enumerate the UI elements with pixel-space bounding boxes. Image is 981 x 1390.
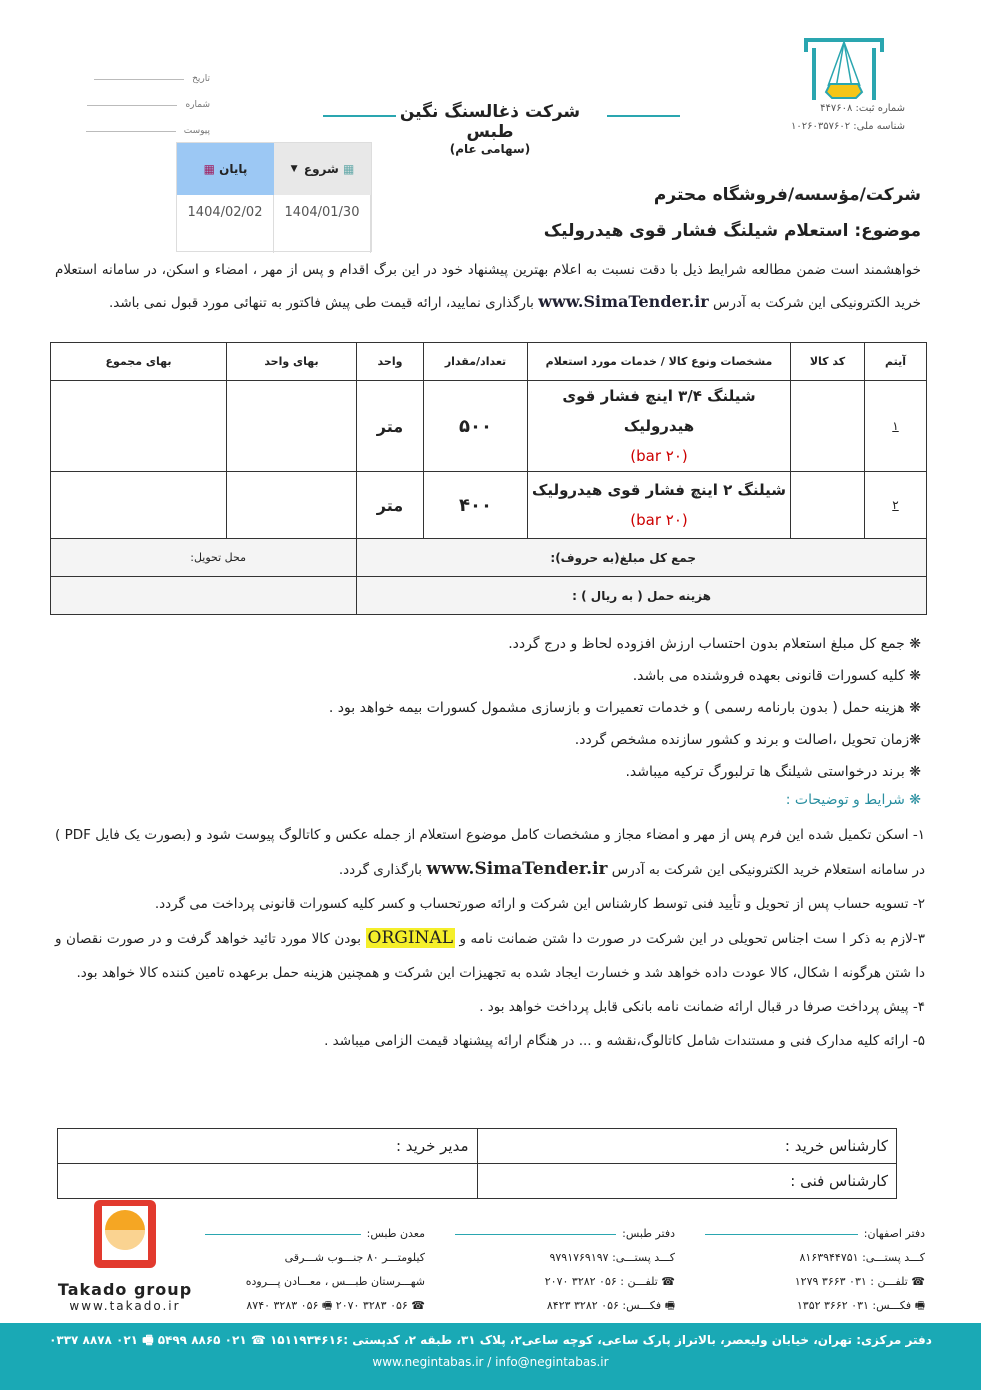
term-item: ۵- ارائه کلیه مدارک فنی و مستندات شامل کاتالوگ،نقشه و ... در هنگام ارائه پیشنهاد قیمت الزامی میباشد . — [324, 1033, 925, 1049]
sum-label: جمع کل مبلغ(به حروف): — [357, 539, 927, 577]
table-row — [51, 472, 927, 539]
signature-table — [57, 1128, 897, 1199]
unit-price[interactable] — [227, 472, 357, 539]
unit-price[interactable] — [227, 381, 357, 472]
spec-text: (bar ۲۰) — [630, 447, 688, 465]
office-line: ☎ تلفـــن : ۰۳۱ ۳۶۶۳ ۱۲۷۹ — [794, 1275, 925, 1288]
start-label: شروع — [303, 162, 339, 176]
desc-text: شیلنگ ۳/۴ اینچ فشار قوی هیدرولیک — [562, 387, 756, 435]
item-desc — [528, 472, 791, 539]
unit: متر — [357, 381, 424, 472]
col-header: بهای مجموع — [51, 343, 227, 381]
note-text: هزینه حمل ( بدون بارنامه رسمی ) و خدمات تعمیرات و بازسازی مشمول کسورات بیمه خواهد بود . — [328, 700, 905, 716]
footer-address: دفتر مرکزی: تهران، خیابان ولیعصر، بالاتراز پارک ساعی، کوچه ساعی۲، پلاک ۳۱، طبقه ۲، کدپستی :۱۵۱۱۹۳۴۶۱۶ ☎ ۰۲۱ ۸۸۶۵ ۵۴۹۹ 🖷 ۰۲۱ ۸۸۷۸ ۰۳۳۷ — [49, 1333, 932, 1347]
footer-web[interactable]: www.negintabas.ir / info@negintabas.ir — [372, 1355, 609, 1369]
end-label: پایان — [219, 162, 248, 176]
item-desc — [528, 381, 791, 472]
terms-title-text: شرایط و توضیحات : — [785, 792, 905, 808]
subject: موضوع: استعلام شیلنگ فشار قوی هیدرولیک — [543, 221, 921, 241]
end-column-header[interactable] — [177, 143, 274, 195]
term-item: ۲- تسویه حساب پس از تحویل و تأیید فنی توسط کارشناس این شرکت و ارائه صورتحساب و کسر کلیه کسورات قانونی پرداخت می گردد. — [154, 896, 925, 912]
note-item: ❋ جمع کل مبلغ استعلام بدون احتساب ارزش افزوده لحاظ و درج گردد. — [508, 636, 921, 652]
end-date: 1404/02/02 — [177, 195, 274, 253]
unit: متر — [357, 472, 424, 539]
note-item: ❋ کلیه کسورات قانونی بعهده فروشنده می باشد. — [632, 668, 921, 684]
date-range-table — [176, 142, 372, 252]
spec-text: (bar ۲۰) — [630, 511, 688, 529]
office-tabas — [455, 1222, 675, 1318]
reg-no: شماره ثبت: ۴۴۷۶۰۸ — [820, 103, 905, 114]
col-header: بهای واحد — [227, 343, 357, 381]
table-row — [51, 381, 927, 472]
calendar-icon: ▦ — [338, 162, 355, 176]
col-header: آیتم — [865, 343, 927, 381]
shipping-value[interactable] — [51, 577, 357, 615]
company-title: شرکت ذغالسنگ نگین طبس — [399, 102, 581, 142]
delivery-label: محل تحویل: — [51, 539, 357, 577]
empty-cell — [58, 1164, 478, 1199]
total-price[interactable] — [51, 381, 227, 472]
office-line: کـــد پستـــی: ۹۷۹۱۷۶۹۱۹۷ — [549, 1251, 675, 1264]
calendar-icon: ▦ — [203, 162, 220, 176]
note-item: ❋زمان تحویل ،اصالت و برند و کشور سازنده مشخص گردد. — [574, 732, 921, 748]
takado-name: Takado group — [57, 1280, 193, 1299]
terms-list — [55, 818, 925, 1058]
takado-site[interactable]: www.takado.ir — [69, 1299, 181, 1313]
note-text: کلیه کسورات قانونی بعهده فروشنده می باشد. — [632, 668, 905, 684]
office-title: دفتر اصفهان: — [863, 1227, 925, 1240]
office-line: کیلومتـــر ۸۰ جنـــوب شـــرقی — [284, 1251, 425, 1264]
col-header: تعداد/مقدار — [424, 343, 528, 381]
qty: ۵۰۰ — [424, 381, 528, 472]
shipping-label: هزینه حمل ( به ریال ) : — [357, 577, 927, 615]
intro-text: خواهشمند است ضمن مطالعه شرایط ذیل با دقت نسبت به اعلام بهترین پیشنهاد خود در این برگ اقدام و پس از مهر ، امضاء و اسکن، در سامانه استعلام خرید الکترونیکی این شرکت به آدرس — [55, 262, 921, 311]
office-title: دفتر طبس: — [622, 1227, 675, 1240]
office-line: شهـــرستان طبـــس ، معـــادن پـــروده — [245, 1275, 425, 1288]
term-text: بودن کالا مورد تائید خواهد گرفت و در صورت نقصان و دا شتن هرگونه ا شکال، کالا عودت داده خواهد شد و خسارت ایجاد شده به تجهیزات این شرکت و همچنین هزینه حمل برعهده تامین کننده کالا خواهد بود. — [55, 931, 925, 981]
number-label: شماره — [185, 100, 210, 110]
item-no: ۲ — [865, 472, 927, 539]
office-line: ☎ تلفـــن : ۰۵۶ ۳۲۸۲ ۲۰۷۰ — [544, 1275, 675, 1288]
term-text: ۳-لازم به ذکر ا ست اجناس تحویلی در این شرکت در صورت دا شتن ضمانت نامه و — [455, 931, 925, 947]
company-name — [380, 102, 600, 156]
sort-down-icon: ▼ — [290, 164, 304, 174]
date-label: تاریخ — [192, 74, 210, 84]
note-text: جمع کل مبلغ استعلام بدون احتساب ارزش افزوده لحاظ و درج گردد. — [508, 636, 905, 652]
registration-info — [770, 100, 905, 136]
term-text: ۱- اسکن تکمیل شده این فرم پس از مهر و امضاء مجاز و مشخصات کامل موضوع استعلام از جمله عکس و کاتالوگ پیوست شود و (بصورت یک فایل PDF ) در سامانه استعلام خرید الکترونیکی این شرکت به آدرس — [55, 827, 926, 878]
office-line: 🖷 فکـــس: ۰۵۶ ۳۲۸۲ ۸۴۲۳ — [546, 1299, 675, 1312]
company-sub: (سهامی عام) — [449, 142, 531, 156]
col-header: مشخصات ونوع کالا / خدمات مورد استعلام — [528, 343, 791, 381]
office-title: معدن طبس: — [366, 1227, 425, 1240]
note-text: برند درخواستی شیلنگ ها ترلبورگ ترکیه میباشد. — [625, 764, 905, 780]
col-header: واحد — [357, 343, 424, 381]
item-code — [791, 472, 865, 539]
note-text: زمان تحویل ،اصالت و برند و کشور سازنده مشخص گردد. — [574, 732, 910, 748]
site-link[interactable]: www.SimaTender.ir — [426, 859, 608, 879]
footer-band — [0, 1323, 981, 1390]
office-line: 🖷 فکـــس: ۰۳۱ ۳۶۶۲ ۱۳۵۲ — [796, 1299, 925, 1312]
mine-tabas — [205, 1222, 425, 1318]
office-line: ☎ ۰۵۶ ۳۲۸۳ ۲۰۷۰ 🖷 ۰۵۶ ۳۲۸۳ ۸۷۴۰ — [246, 1299, 425, 1312]
term-item: ۴- پیش پرداخت صرفا در قبال ارائه ضمانت نامه بانکی قابل پرداخت خواهد بود . — [479, 999, 925, 1015]
tech-expert: کارشناس فنی : — [477, 1164, 897, 1199]
note-item: ❋ برند درخواستی شیلنگ ها ترلبورگ ترکیه میباشد. — [625, 764, 921, 780]
company-logo — [800, 36, 888, 102]
term-item — [55, 818, 925, 887]
start-column-header[interactable] — [274, 143, 371, 195]
divider — [607, 115, 680, 117]
salutation: شرکت/مؤسسه/فروشگاه محترم — [653, 185, 921, 205]
items-table — [50, 342, 927, 615]
takado-logo — [55, 1198, 195, 1313]
note-item: ❋ هزینه حمل ( بدون بارنامه رسمی ) و خدمات تعمیرات و بازسازی مشمول کسورات بیمه خواهد بود . — [328, 700, 921, 716]
letter-meta — [40, 66, 210, 144]
purchase-manager: مدیر خرید : — [58, 1129, 478, 1164]
site-link[interactable]: www.SimaTender.ir — [538, 292, 709, 311]
intro-paragraph — [55, 255, 921, 319]
col-header: کد کالا — [791, 343, 865, 381]
national-id: شناسه ملی: ۱۰۲۶۰۳۵۷۶۰۲ — [790, 121, 905, 132]
orginal-highlight: ORGINAL — [367, 928, 453, 948]
office-isfahan — [705, 1222, 925, 1318]
attach-label: پیوست — [183, 126, 210, 136]
total-price[interactable] — [51, 472, 227, 539]
intro-text: بارگذاری نمایید، ارائه قیمت طی پیش فاکتور به تنهائی مورد قبول نمی باشد. — [108, 295, 539, 311]
takado-emblem-icon — [90, 1198, 160, 1272]
item-code — [791, 381, 865, 472]
desc-text: شیلنگ ۲ اینچ فشار قوی هیدرولیک — [531, 481, 787, 499]
terms-title: ❋ شرایط و توضیحات : — [785, 792, 921, 808]
office-line: کـــد پستـــی: ۸۱۶۳۹۴۴۷۵۱ — [799, 1251, 925, 1264]
notes-list — [41, 628, 921, 812]
term-text: بارگذاری گردد. — [338, 862, 427, 878]
buyer-expert: کارشناس خرید : — [477, 1129, 897, 1164]
item-no: ۱ — [865, 381, 927, 472]
start-date: 1404/01/30 — [274, 195, 371, 253]
term-item — [55, 921, 925, 990]
qty: ۴۰۰ — [424, 472, 528, 539]
